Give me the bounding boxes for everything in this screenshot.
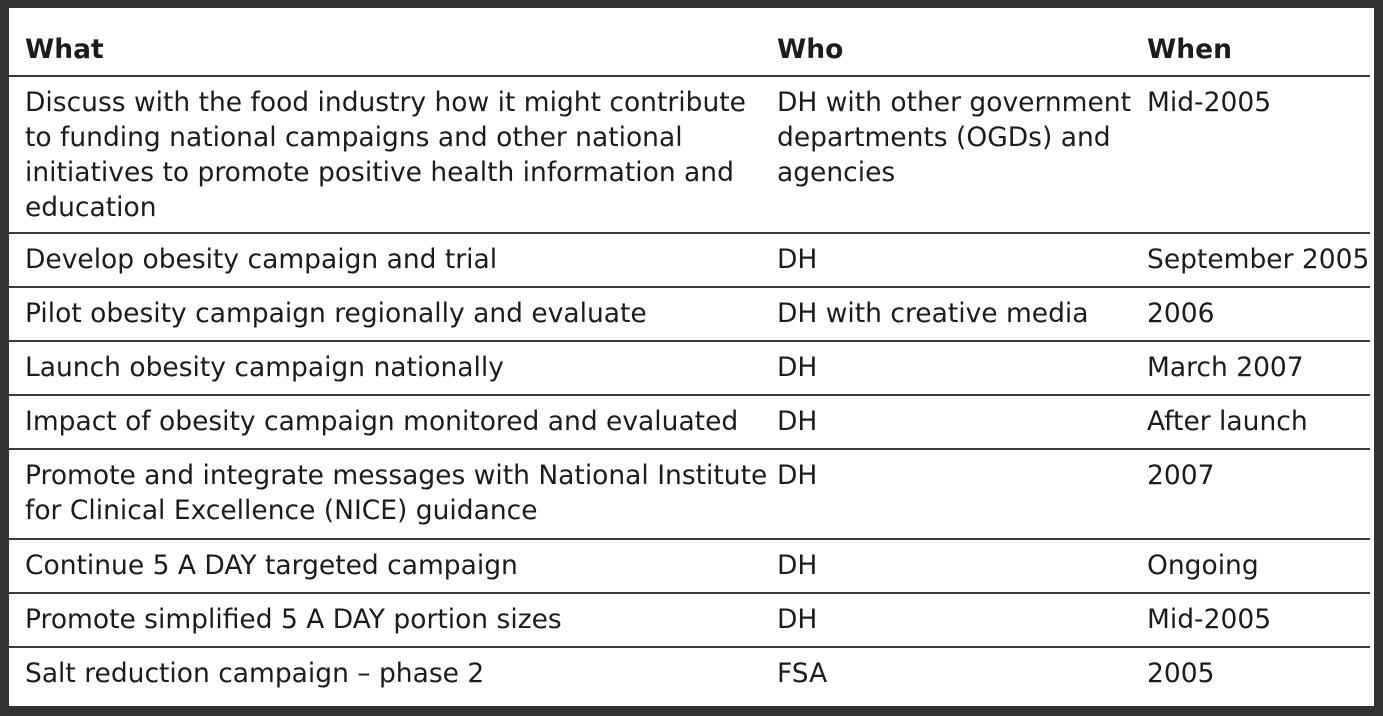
header-when: When: [1147, 34, 1232, 65]
cell-when: After launch: [1147, 406, 1308, 437]
cell-when: Ongoing: [1147, 550, 1259, 581]
table-row: [9, 449, 1370, 539]
cell-what: Salt reduction campaign – phase 2: [25, 658, 485, 689]
table-header-row: [9, 8, 1370, 76]
cell-what: Develop obesity campaign and trial: [25, 244, 498, 275]
table-row: [9, 647, 1370, 702]
cell-when: 2006: [1147, 298, 1215, 329]
cell-who: FSA: [777, 658, 828, 689]
cell-who: DH: [777, 550, 818, 581]
cell-when: Mid-2005: [1147, 87, 1272, 118]
table-row: [9, 341, 1370, 395]
table-row: [9, 539, 1370, 593]
cell-what: Launch obesity campaign nationally: [25, 352, 504, 383]
cell-when: 2005: [1147, 658, 1215, 689]
cell-what: Pilot obesity campaign regionally and evaluate: [25, 298, 647, 329]
cell-when: Mid-2005: [1147, 604, 1272, 635]
table-row: [9, 287, 1370, 341]
table-row: [9, 76, 1370, 233]
cell-what: Impact of obesity campaign monitored and evaluated: [25, 406, 739, 437]
table-row: [9, 593, 1370, 647]
cell-what: Continue 5 A DAY targeted campaign: [25, 550, 518, 581]
header-what: What: [25, 34, 104, 65]
cell-what: Promote simplified 5 A DAY portion sizes: [25, 604, 562, 635]
action-plan-table: [9, 8, 1370, 702]
cell-who: DH: [777, 406, 818, 437]
header-who: Who: [777, 34, 844, 65]
cell-who: DH: [777, 460, 818, 491]
table-row: [9, 395, 1370, 449]
cell-who: DH: [777, 244, 818, 275]
cell-what: Promote and integrate messages with National Institute for Clinical Excellence (NICE) guidance: [25, 460, 768, 526]
cell-when: 2007: [1147, 460, 1215, 491]
cell-when: September 2005: [1147, 244, 1370, 275]
cell-what: Discuss with the food industry how it might contribute to funding national campaigns and other national initiatives to promote positive health information and education: [25, 87, 746, 223]
cell-who: DH with creative media: [777, 298, 1089, 329]
table-row: [9, 233, 1370, 287]
cell-who: DH: [777, 352, 818, 383]
cell-when: March 2007: [1147, 352, 1304, 383]
cell-who: DH: [777, 604, 818, 635]
cell-who: DH with other government departments (OGDs) and agencies: [777, 87, 1131, 188]
